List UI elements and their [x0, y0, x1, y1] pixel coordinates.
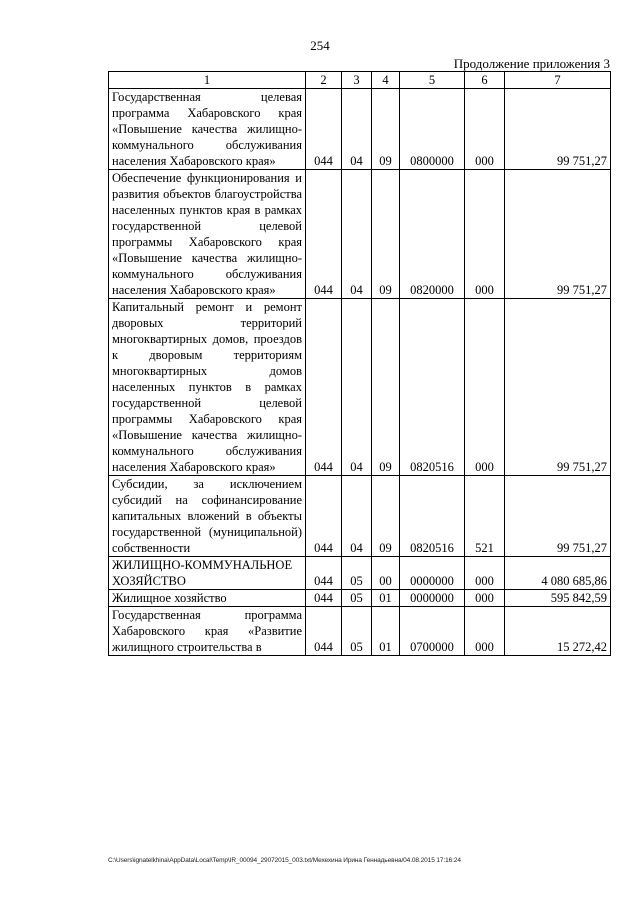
ministry-code-cell: 044: [306, 89, 342, 170]
row-name-cell: Государственная целевая программа Хабаровского края «Повышение качества жилищно-коммунального обслуживания населения Хабаровского края»: [109, 89, 306, 170]
header-cell: 1: [109, 72, 306, 89]
amount-cell: 99 751,27: [505, 476, 611, 557]
ministry-code-cell: 044: [306, 170, 342, 299]
header-cell: 3: [342, 72, 372, 89]
header-cell: 5: [400, 72, 465, 89]
table-row: [109, 557, 611, 590]
target-article-cell: 0820516: [400, 299, 465, 476]
section-code-cell: 04: [342, 170, 372, 299]
expense-type-cell: 000: [465, 590, 505, 607]
ministry-code-cell: 044: [306, 557, 342, 590]
subsection-code-cell: 09: [372, 89, 400, 170]
row-name-cell: Субсидии, за исключением субсидий на софинансирование капитальных вложений в объекты государственной (муниципальной) собственности: [109, 476, 306, 557]
section-code-cell: 05: [342, 590, 372, 607]
subsection-code-cell: 09: [372, 476, 400, 557]
table-row: [109, 299, 611, 476]
amount-cell: 595 842,59: [505, 590, 611, 607]
amount-cell: 4 080 685,86: [505, 557, 611, 590]
expense-type-cell: 000: [465, 299, 505, 476]
amount-cell: 15 272,42: [505, 607, 611, 656]
section-code-cell: 04: [342, 89, 372, 170]
table-row: [109, 476, 611, 557]
target-article-cell: 0700000: [400, 607, 465, 656]
file-path-footer: C:\Users\ignatelkhina\AppData\Local\Temp\IR_00094_29072015_003.txt/Мехехина Ирина Геннадьевна/04.08.2015 17:16:24: [108, 857, 461, 864]
row-name-cell: ЖИЛИЩНО-КОММУНАЛЬНОЕ ХОЗЯЙСТВО: [109, 557, 306, 590]
amount-cell: 99 751,27: [505, 89, 611, 170]
subsection-code-cell: 09: [372, 299, 400, 476]
ministry-code-cell: 044: [306, 607, 342, 656]
page-number: 254: [310, 38, 330, 53]
section-code-cell: 05: [342, 557, 372, 590]
table-row: [109, 590, 611, 607]
target-article-cell: 0820516: [400, 476, 465, 557]
table-row: [109, 607, 611, 656]
subsection-code-cell: 09: [372, 170, 400, 299]
row-name-cell: Жилищное хозяйство: [109, 590, 306, 607]
row-name-cell: Обеспечение функционирования и развития объектов благоустройства населенных пунктов края в рамках государственной целевой программы Хабаровского края «Повышение качества жилищно-коммунального обслуживания населения Хабаровского края»: [109, 170, 306, 299]
target-article-cell: 0000000: [400, 590, 465, 607]
ministry-code-cell: 044: [306, 476, 342, 557]
target-article-cell: 0800000: [400, 89, 465, 170]
subsection-code-cell: 01: [372, 607, 400, 656]
row-name-cell: Капитальный ремонт и ремонт дворовых территорий многоквартирных домов, проездов к дворовым территориям многоквартирных домов населенных пунктов в рамках государственной целевой программы Хабаровского края «Повышение качества жилищно-коммунального обслуживания населения Хабаровского края»: [109, 299, 306, 476]
target-article-cell: 0000000: [400, 557, 465, 590]
budget-table: [108, 71, 611, 656]
table-header-row: [109, 72, 611, 89]
expense-type-cell: 000: [465, 607, 505, 656]
section-code-cell: 04: [342, 476, 372, 557]
table-row: [109, 170, 611, 299]
expense-type-cell: 000: [465, 557, 505, 590]
expense-type-cell: 521: [465, 476, 505, 557]
header-cell: 4: [372, 72, 400, 89]
header-cell: 6: [465, 72, 505, 89]
row-name-cell: Государственная программа Хабаровского края «Развитие жилищного строительства в: [109, 607, 306, 656]
header-cell: 7: [505, 72, 611, 89]
target-article-cell: 0820000: [400, 170, 465, 299]
section-code-cell: 05: [342, 607, 372, 656]
subsection-code-cell: 01: [372, 590, 400, 607]
expense-type-cell: 000: [465, 89, 505, 170]
amount-cell: 99 751,27: [505, 170, 611, 299]
section-code-cell: 04: [342, 299, 372, 476]
table-row: [109, 89, 611, 170]
continuation-caption: Продолжение приложения 3: [453, 56, 610, 71]
amount-cell: 99 751,27: [505, 299, 611, 476]
header-cell: 2: [306, 72, 342, 89]
ministry-code-cell: 044: [306, 590, 342, 607]
expense-type-cell: 000: [465, 170, 505, 299]
subsection-code-cell: 00: [372, 557, 400, 590]
ministry-code-cell: 044: [306, 299, 342, 476]
